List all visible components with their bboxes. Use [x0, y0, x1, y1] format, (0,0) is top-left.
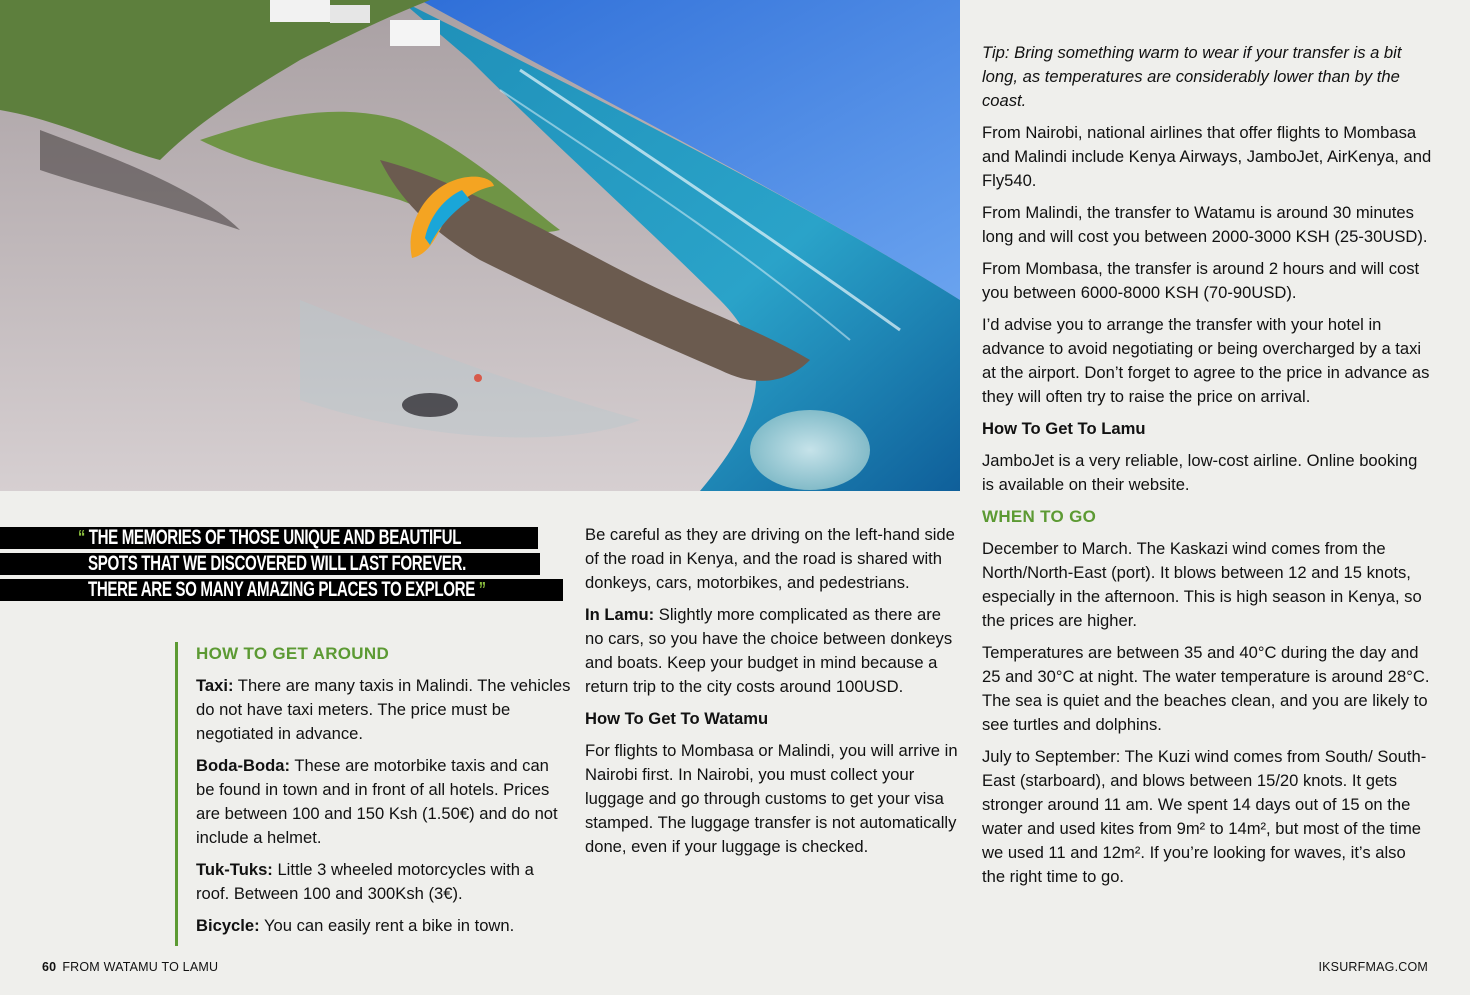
taxi-text: There are many taxis in Malindi. The vehicles do not have taxi meters. The price must be negotiated in advance.	[196, 676, 571, 743]
paragraph-malindi: From Malindi, the transfer to Watamu is around 30 minutes long and will cost you between 2000-3000 KSH (25-30USD).	[982, 203, 1428, 246]
paragraph-taxi	[196, 674, 571, 746]
paragraph-flights: For flights to Mombasa or Malindi, you will arrive in Nairobi first. In Nairobi, you must collect your luggage and go through customs to get your visa stamped. The luggage transfer is not automatically done, even if your luggage is checked.	[585, 741, 958, 856]
heading-how-to-get-around: HOW TO GET AROUND	[196, 644, 390, 663]
boda-text: These are motorbike taxis and can be found in town and in front of all hotels. Prices are between 100 and 150 Ksh (1.50€) and do not include a helmet.	[196, 756, 558, 847]
heading-when-to-go: WHEN TO GO	[982, 507, 1097, 526]
page-number: 60	[42, 960, 57, 974]
section-title: FROM WATAMU TO LAMU	[62, 960, 219, 974]
paragraph-lamu	[585, 603, 960, 699]
boda-label: Boda-Boda:	[196, 756, 291, 775]
paragraph-tuk	[196, 858, 571, 906]
bicycle-label: Bicycle:	[196, 916, 260, 935]
hero-photo	[0, 0, 960, 491]
pull-quote	[0, 527, 565, 605]
paragraph-bicycle	[196, 914, 571, 938]
paragraph-temperatures: Temperatures are between 35 and 40°C during the day and 25 and 30°C at night. The water temperature is around 28°C. The sea is quiet and the beaches clean, and you are likely to see turtles and dolphins.	[982, 643, 1430, 734]
quote-text-2: SPOTS THAT WE DISCOVERED WILL LAST FOREVER.	[88, 553, 466, 575]
footer-left	[42, 960, 218, 974]
taxi-label: Taxi:	[196, 676, 234, 695]
paragraph-advise: I’d advise you to arrange the transfer with your hotel in advance to avoid negotiating or being overcharged by a taxi at the airport. Don’t forget to agree to the price in advance as they will often try to raise the price on arrival.	[982, 315, 1430, 406]
quote-text-1: THE MEMORIES OF THOSE UNIQUE AND BEAUTIFUL	[88, 527, 462, 549]
open-quote-mark: “	[78, 527, 85, 549]
paragraph-road: Be careful as they are driving on the left-hand side of the road in Kenya, and the road is shared with donkeys, cars, motorbikes, and pedestrians.	[585, 525, 955, 592]
quote-text-3: THERE ARE SO MANY AMAZING PLACES TO EXPLORE	[88, 579, 475, 601]
paragraph-tip: Tip: Bring something warm to wear if your transfer is a bit long, as temperatures are considerably lower than by the coast.	[982, 43, 1402, 110]
lamu-text: Slightly more complicated as there are no cars, so you have the choice between donkeys and boats. Keep your budget in mind because a return trip to the city costs around 100USD.	[585, 605, 953, 696]
pull-quote-line-3	[0, 579, 563, 601]
column-getting-around	[175, 642, 571, 946]
tuk-label: Tuk-Tuks:	[196, 860, 273, 879]
paragraph-july: July to September: The Kuzi wind comes from South/ South-East (starboard), and blows between 15/20 knots. It gets stronger around 11 am. We spent 14 days out of 15 on the water and used kites from 9m² to 14m², but most of the time we used 11 and 12m². If you’re looking for waves, it’s also the right time to go.	[982, 747, 1427, 886]
paragraph-december: December to March. The Kaskazi wind comes from the North/North-East (port). It blows between 12 and 15 knots, especially in the afternoon. This is high season in Kenya, so the prices are higher.	[982, 539, 1422, 630]
heading-how-to-get-to-watamu: How To Get To Watamu	[585, 709, 769, 728]
pull-quote-line-2	[0, 553, 540, 575]
kitesurf-aerial-image	[0, 0, 960, 491]
pull-quote-line-1	[0, 527, 538, 549]
paragraph-mombasa: From Mombasa, the transfer is around 2 hours and will cost you between 6000-8000 KSH (70-90USD).	[982, 259, 1420, 302]
close-quote-mark: ”	[478, 579, 486, 601]
bicycle-text: You can easily rent a bike in town.	[259, 916, 515, 935]
column-transport	[585, 523, 960, 867]
footer-site: IKSURFMAG.COM	[1318, 960, 1428, 974]
heading-how-to-get-to-lamu: How To Get To Lamu	[982, 419, 1146, 438]
paragraph-nairobi: From Nairobi, national airlines that offer flights to Mombasa and Malindi include Kenya Airways, JamboJet, AirKenya, and Fly540.	[982, 123, 1432, 190]
lamu-label: In Lamu:	[585, 605, 655, 624]
column-travel-info	[982, 41, 1432, 897]
paragraph-boda	[196, 754, 571, 850]
paragraph-jambojet: JamboJet is a very reliable, low-cost airline. Online booking is available on their website.	[982, 451, 1418, 494]
tuk-text: Little 3 wheeled motorcycles with a roof. Between 100 and 300Ksh (3€).	[196, 860, 534, 903]
